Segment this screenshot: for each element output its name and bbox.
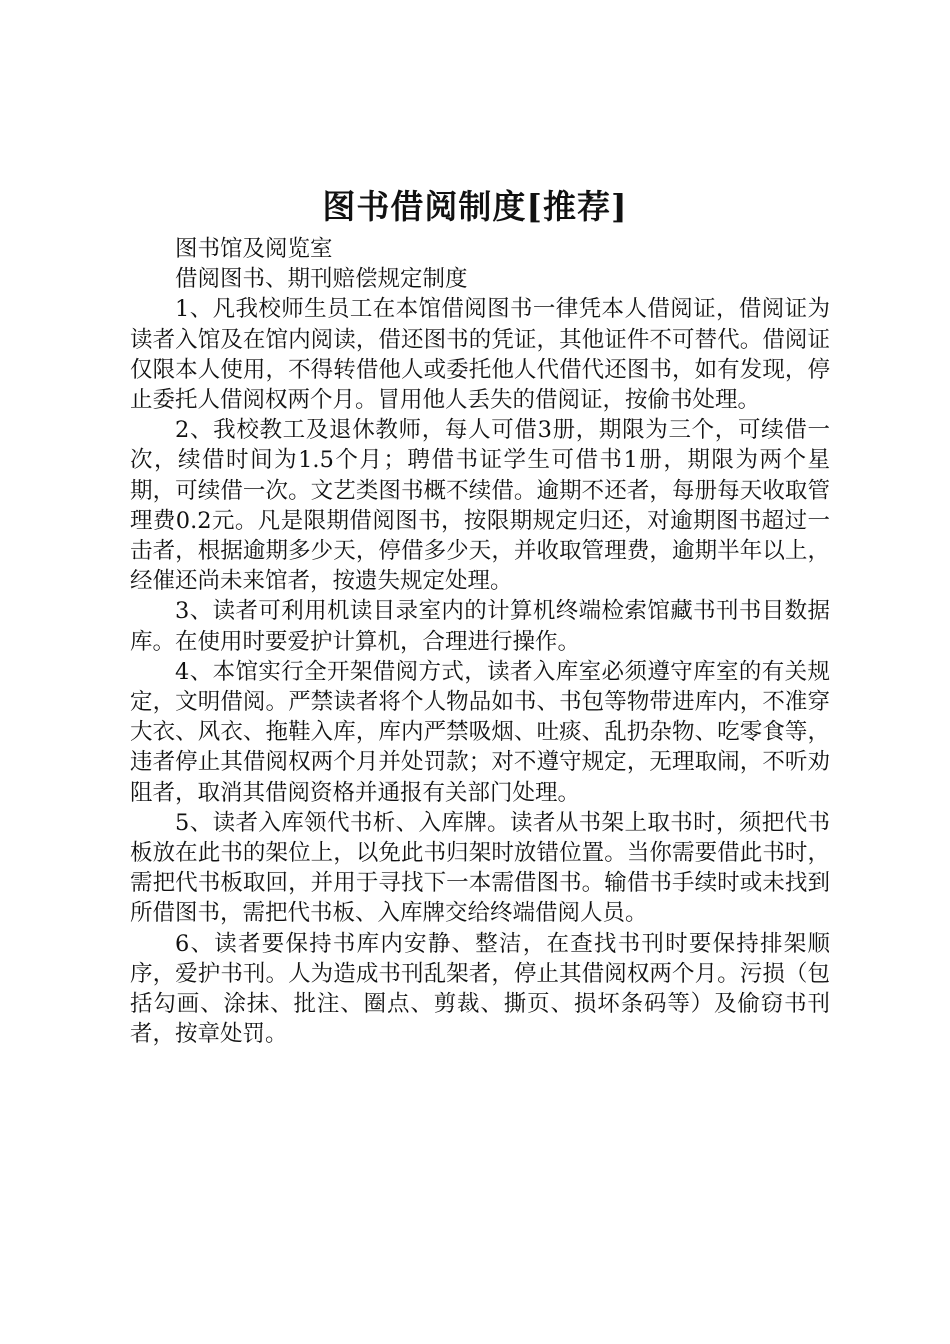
paragraph-rule-4: 4、本馆实行全开架借阅方式，读者入库室必须遵守库室的有关规定，文明借阅。严禁读者将个人物品如书、书包等物带进库内，不准穿大衣、风衣、拖鞋入库，库内严禁吸烟、吐痰、乱扔杂物、吃零食等，违者停止其借阅权两个月并处罚款；对不遵守规定，无理取闹，不听劝阻者，取消其借阅资格并通报有关部门处理。 — [130, 658, 830, 806]
paragraph-heading-library: 图书馆及阅览室 — [175, 236, 333, 262]
document-body — [130, 234, 830, 1049]
paragraph-rule-6: 6、读者要保持书库内安静、整洁，在查找书刊时要保持排架顺序，爱护书刊。人为造成书刊乱架者，停止其借阅权两个月。污损（包括勾画、涂抹、批注、圈点、剪裁、撕页、损坏条码等）及偷窃书刊者，按章处罚。 — [130, 930, 830, 1048]
paragraph-heading-rules: 借阅图书、期刊赔偿规定制度 — [175, 266, 468, 293]
paragraph-rule-5: 5、读者入库领代书析、入库牌。读者从书架上取书时，须把代书板放在此书的架位上，以免此书归架时放错位置。当你需要借此书时，需把代书板取回，并用于寻找下一本需借图书。输借书手续时或未找到所借图书，需把代书板、入库牌交给终端借阅人员。 — [130, 809, 830, 927]
paragraph-rule-1: 1、凡我校师生员工在本馆借阅图书一律凭本人借阅证，借阅证为读者入馆及在馆内阅读，借还图书的凭证，其他证件不可替代。借阅证仅限本人使用，不得转借他人或委托他人代借代还图书，如有发现，停止委托人借阅权两个月。冒用他人丢失的借阅证，按偷书处理。 — [130, 296, 830, 414]
document-title: 图书借阅制度[推荐] — [322, 187, 628, 226]
paragraph-rule-3: 3、读者可利用机读目录室内的计算机终端检索馆藏书刊书目数据库。在使用时要爱护计算机，合理进行操作。 — [130, 598, 830, 655]
paragraph-rule-2: 2、我校教工及退休教师，每人可借3册，期限为三个，可续借一次，续借时间为1.5个月；聘借书证学生可借书1册，期限为两个星期，可续借一次。文艺类图书概不续借。逾期不还者，每册每天收取管理费0.2元。凡是限期借阅图书，按限期规定归还，对逾期图书超过一击者，根据逾期多少天，停借多少天，并收取管理费，逾期半年以上，经催还尚未来馆者，按遗失规定处理。 — [130, 417, 830, 595]
